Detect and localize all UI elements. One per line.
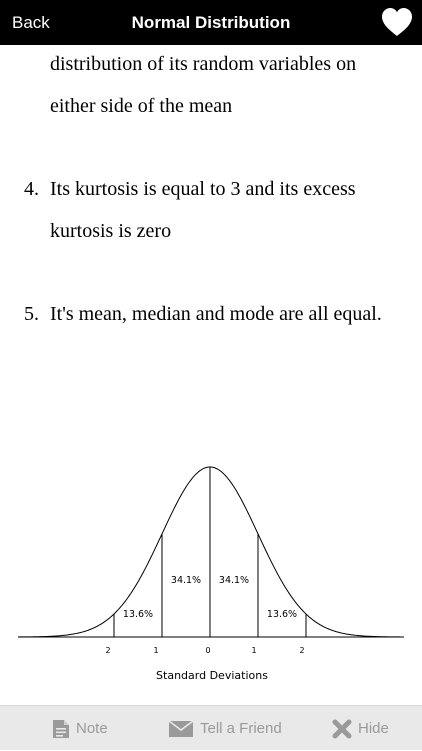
text-line: Its kurtosis is equal to 3 and its excess [50, 178, 356, 200]
region-percent-label: 34.1% [170, 575, 202, 586]
list-number: 4. [24, 178, 39, 200]
text-line: kurtosis is zero [50, 220, 172, 242]
normal-distribution-chart [0, 460, 422, 705]
navigation-bar [0, 0, 422, 45]
chart-svg [0, 460, 422, 705]
hide-label: Hide [358, 720, 389, 737]
region-percent-label: 13.6% [122, 609, 154, 620]
article-content [0, 45, 422, 705]
region-percent-label: 34.1% [218, 575, 250, 586]
text-line: It's mean, median and mode are all equal. [50, 303, 382, 325]
heart-icon[interactable] [380, 6, 414, 38]
bottom-toolbar [0, 705, 422, 750]
note-label: Note [76, 720, 108, 737]
x-tick-label: 2 [105, 646, 111, 655]
tell-a-friend-label: Tell a Friend [200, 720, 282, 737]
x-tick-label: 2 [299, 646, 305, 655]
bell-curve [18, 467, 404, 637]
note-button[interactable] [52, 706, 108, 751]
list-number: 5. [24, 303, 39, 325]
close-x-icon [332, 719, 352, 739]
x-axis-label: Standard Deviations [156, 669, 268, 682]
x-tick-label: 1 [251, 646, 257, 655]
back-button[interactable]: Back [12, 13, 50, 32]
x-tick-label: 0 [205, 646, 211, 655]
text-line: either side of the mean [50, 95, 233, 117]
x-tick-label: 1 [153, 646, 159, 655]
note-icon [52, 719, 70, 739]
text-line: distribution of its random variables on [50, 53, 357, 75]
region-percent-label: 13.6% [266, 609, 298, 620]
envelope-icon [168, 720, 194, 738]
tell-a-friend-button[interactable] [168, 706, 282, 751]
hide-button[interactable] [332, 706, 389, 751]
page-title: Normal Distribution [131, 13, 291, 32]
